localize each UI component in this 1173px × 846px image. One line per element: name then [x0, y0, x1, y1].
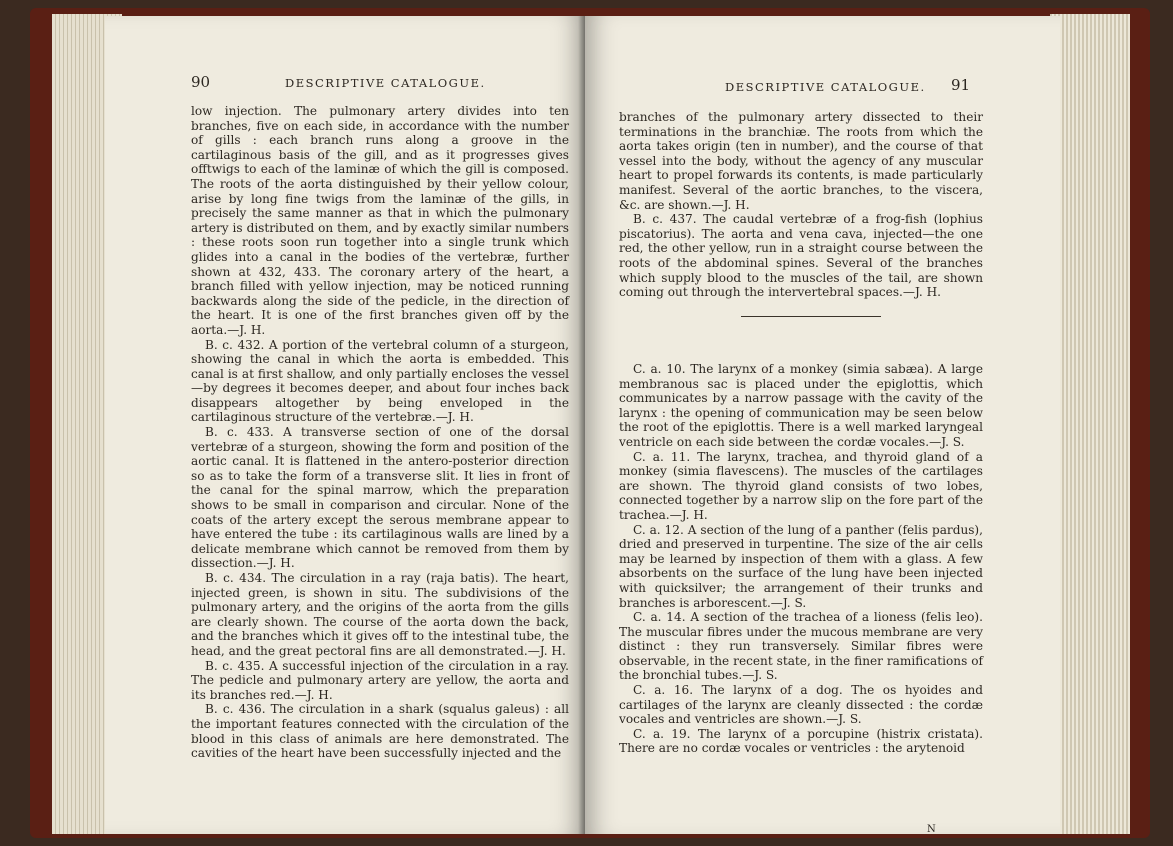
running-header: DESCRIPTIVE CATALOGUE.	[285, 76, 486, 90]
section-divider	[741, 316, 881, 317]
right-page-body-bottom	[619, 362, 983, 756]
signature-mark: N	[927, 824, 936, 835]
running-header: DESCRIPTIVE CATALOGUE.	[725, 80, 926, 94]
paragraph: B. c. 432. A portion of the vertebral column of a sturgeon, showing the canal in which the aorta is embedded. This canal is at first shallow, and only partially encloses the vessel—by degrees it becomes deeper, and about four inches back disappears altogether by being enveloped in the cartilaginous structure of the vertebræ.—J. H.	[191, 337, 569, 425]
paragraph: C. a. 19. The larynx of a porcupine (histrix cristata). There are no cordæ vocales or ventricles : the arytenoid	[619, 726, 983, 756]
left-page	[105, 16, 585, 834]
paragraph: B. c. 434. The circulation in a ray (raja batis). The heart, injected green, is shown in situ. The subdivisions of the pulmonary artery, and the origins of the aorta from the gills are clearly shown. The course of the aorta down the back, and the branches which it gives off to the intestinal tube, the head, and the great pectoral fins are all demonstrated.—J. H.	[191, 571, 569, 658]
page-number: 90	[191, 73, 211, 91]
paragraph: branches of the pulmonary artery dissected to their terminations in the branchiæ. The roots from which the aorta takes origin (ten in number), and the course of that vessel into the body, without the agency of any muscular heart to propel forwards its contents, is made particularly manifest. Several of the aortic branches, to the viscera, &c. are shown.—J. H.	[619, 110, 983, 212]
paragraph: C. a. 11. The larynx, trachea, and thyroid gland of a monkey (simia flavescens). The muscles of the cartilages are shown. The thyroid gland consists of two lobes, connected together by a narrow slip on the fore part of the trachea.—J. H.	[619, 449, 983, 522]
left-page-body	[191, 104, 569, 761]
right-page-body-top	[619, 110, 983, 300]
paragraph: C. a. 10. The larynx of a monkey (simia sabæa). A large membranous sac is placed under the epiglottis, which communicates by a narrow passage with the cavity of the larynx : the opening of communication may be seen below the root of the epiglottis. There is a well marked laryngeal ventricle on each side between the cordæ vocales.—J. S.	[619, 362, 983, 449]
paragraph: B. c. 437. The caudal vertebræ of a frog-fish (lophius piscatorius). The aorta and vena cava, injected—the one red, the other yellow, run in a straight course between the roots of the abdominal spines. Several of the branches which supply blood to the muscles of the tail, are shown coming out through the intervertebral spaces.—J. H.	[619, 212, 983, 300]
page-stack-right	[1050, 14, 1130, 834]
paragraph: B. c. 435. A successful injection of the circulation in a ray. The pedicle and pulmonary artery are yellow, the aorta and its branches red.—J. H.	[191, 658, 569, 702]
paragraph: C. a. 14. A section of the trachea of a lioness (felis leo). The muscular fibres under the mucous membrane are very distinct : they run transversely. Similar fibres were observable, in the recent state, in the finer ramifications of the bronchial tubes.—J. S.	[619, 610, 983, 683]
paragraph: C. a. 16. The larynx of a dog. The os hyoides and cartilages of the larynx are cleanly dissected : the cordæ vocales and ventricles are shown.—J. S.	[619, 683, 983, 727]
paragraph: C. a. 12. A section of the lung of a panther (felis pardus), dried and preserved in turpentine. The size of the air cells may be learned by inspection of them with a glass. A few absorbents on the surface of the lung have been injected with quicksilver; the arrangement of their trunks and branches is arborescent.—J. S.	[619, 522, 983, 610]
page-number: 91	[951, 76, 971, 94]
paragraph: B. c. 433. A transverse section of one of the dorsal vertebræ of a sturgeon, showing the form and position of the aortic canal. It is flattened in the antero-posterior direction so as to take the form of a transverse slit. It lies in front of the canal for the spinal marrow, which the preparation shows to be small in comparison and circular. None of the coats of the artery except the serous membrane appear to have entered the tube : its cartilaginous walls are lined by a delicate membrane which cannot be removed from them by dissection.—J. H.	[191, 425, 569, 571]
right-page	[585, 16, 1060, 834]
paragraph: B. c. 436. The circulation in a shark (squalus galeus) : all the important features connected with the circulation of the blood in this class of animals are here demonstrated. The cavities of the heart have been successfully injected and the	[191, 702, 569, 761]
paragraph: low injection. The pulmonary artery divides into ten branches, five on each side, in accordance with the number of gills : each branch runs along a groove in the cartilaginous basis of the gill, and as it progresses gives offtwigs to each of the laminæ of which the gill is composed. The roots of the aorta distinguished by their yellow colour, arise by long fine twigs from the laminæ of the gills, in precisely the same manner as that in which the pulmonary artery is distributed on them, and by exactly similar numbers : these roots soon run together into a single trunk which glides into a canal in the bodies of the vertebræ, further shown at 432, 433. The coronary artery of the heart, a branch filled with yellow injection, may be noticed running backwards along the side of the pedicle, in the direction of the heart. It is one of the first branches given off by the aorta.—J. H.	[191, 104, 569, 337]
